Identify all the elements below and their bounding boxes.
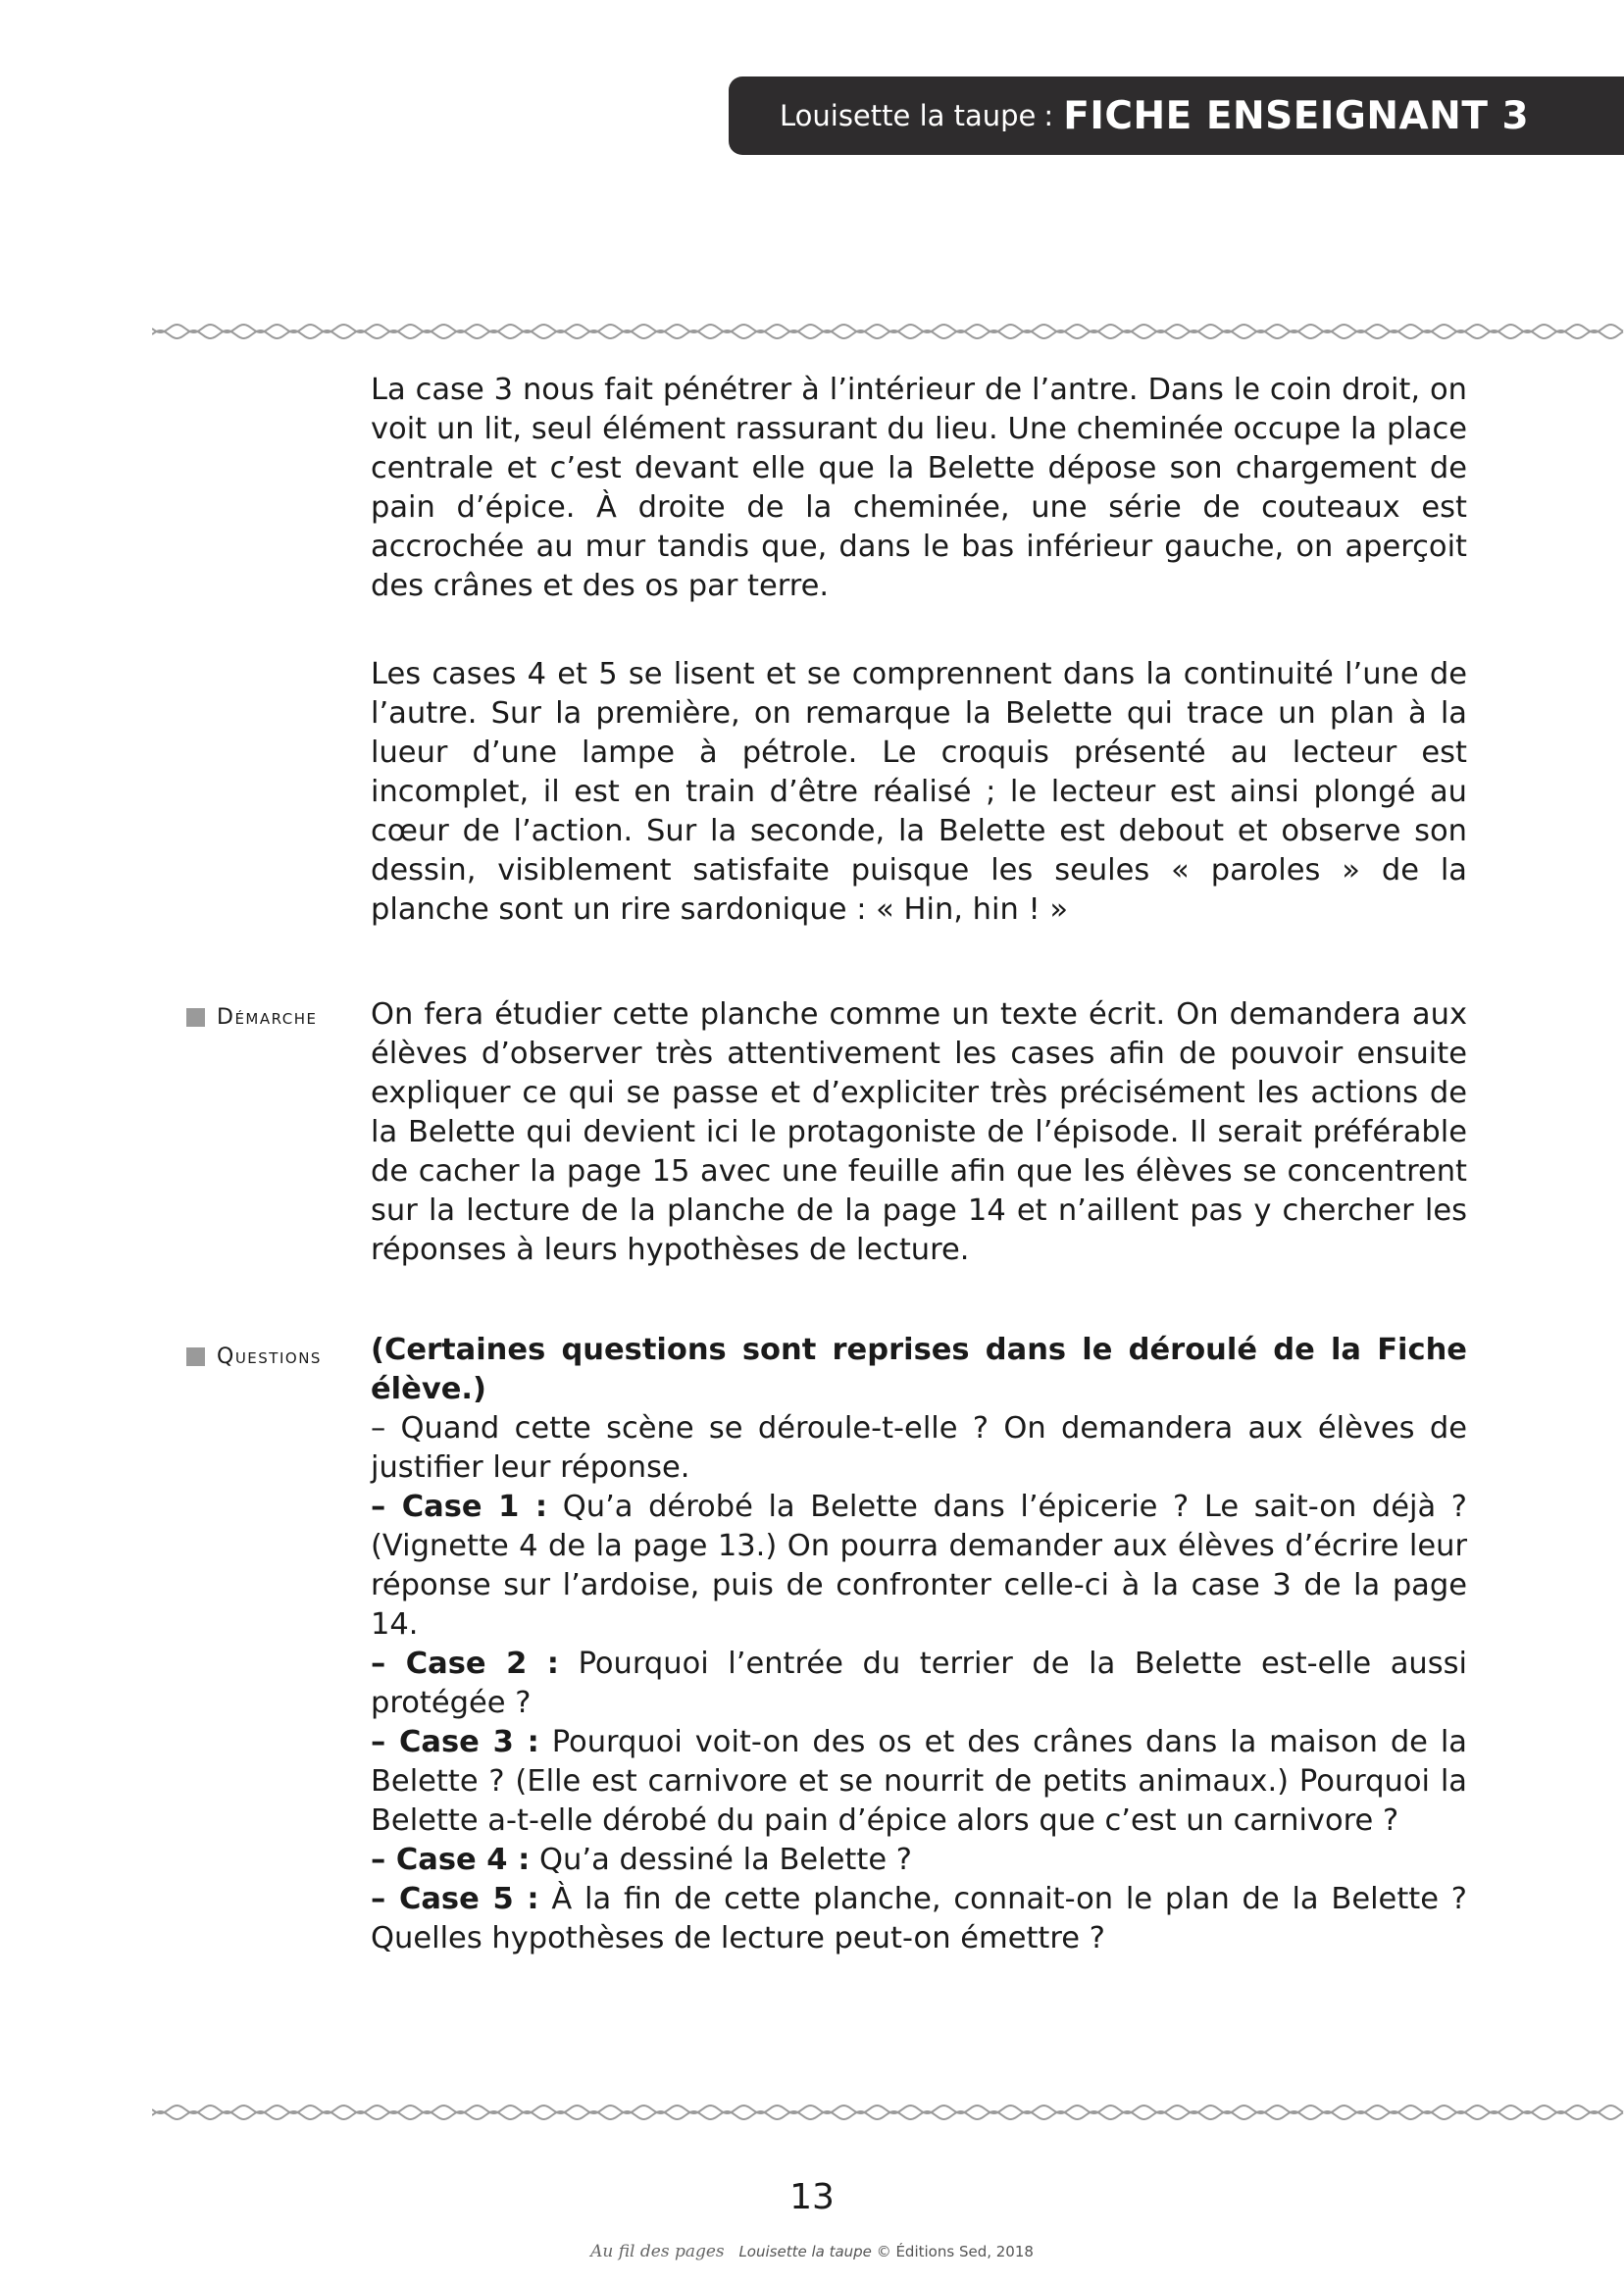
case-label: – Case 5 :: [371, 1882, 539, 1916]
questions-label: [186, 1345, 322, 1369]
question-general: – Quand cette scène se déroule-t-elle ? On demandera aux élèves de justifier leur réponse.: [371, 1411, 1467, 1485]
case-text: Pourquoi voit-on des os et des crânes dans la maison de la Belette ? (Elle est carnivore et se nourrit de petits animaux.) Pourquoi la Belette a-t-elle dérobé du pain d’épice alors que c’est un carnivore ?: [371, 1725, 1467, 1838]
footer-book-title: Louisette la taupe: [738, 2243, 872, 2260]
case-label: – Case 4 :: [371, 1843, 531, 1877]
wave-line: [152, 2106, 1623, 2113]
header-separator: :: [1043, 99, 1054, 132]
question-case-3: [371, 1723, 1467, 1841]
questions-label-text: Questions: [217, 1345, 322, 1369]
questions-block: [371, 1331, 1467, 1958]
wavy-divider-bottom: [152, 2101, 1624, 2124]
wavy-divider-top: [152, 320, 1624, 343]
question-case-5: [371, 1880, 1467, 1958]
header-title: FICHE ENSEIGNANT 3: [1063, 93, 1530, 138]
wave-line: [152, 330, 1623, 338]
case-text: Pourquoi l’entrée du terrier de la Belette est-elle aussi protégée ?: [371, 1647, 1467, 1720]
demarche-text: On fera étudier cette planche comme un texte écrit. On demandera aux élèves d’observer très attentivement les cases afin de pouvoir ensuite expliquer ce qui se passe et d’expliciter très précisément les actions de la Belette qui devient ici le protagoniste de l’épisode. Il serait préférable de cacher la page 15 avec une feuille afin que les élèves se concentrent sur la lecture de la planche de la page 14 et n’aillent pas y chercher les réponses à leurs hypothèses de lecture.: [371, 997, 1467, 1267]
case-text: Qu’a dessiné la Belette ?: [530, 1843, 912, 1877]
case-label: – Case 3 :: [371, 1725, 539, 1759]
square-bullet-icon: [186, 1008, 205, 1027]
case-label: – Case 2 :: [371, 1647, 559, 1681]
case-text: Qu’a dérobé la Belette dans l’épicerie ? Le sait-on déjà ? (Vignette 4 de la page 13.) On pourra demander aux élèves d’écrire leur réponse sur l’ardoise, puis de confronter celle-ci à la case 3 de la page 14.: [371, 1490, 1467, 1642]
paragraph-cases-4-5: Les cases 4 et 5 se lisent et se comprennent dans la continuité l’une de l’autre. Sur la première, on remarque la Belette qui trace un plan à la lueur d’une lampe à pétrole. Le croquis présenté au lecteur est incomplet, il est en train d’être réalisé ; le lecteur est ainsi plongé au cœur de l’action. Sur la seconde, la Belette est debout et observe son dessin, visiblement satisfaite puisque les seules « paroles » de la planche sont un rire sardonique : « Hin, hin ! »: [371, 657, 1467, 927]
square-bullet-icon: [186, 1347, 205, 1366]
case-text: À la fin de cette planche, connait-on le plan de la Belette ? Quelles hypothèses de lecture peut-on émettre ?: [371, 1882, 1467, 1955]
demarche-label: [186, 1005, 318, 1030]
footer-credits: [0, 2242, 1624, 2261]
header-banner: [729, 76, 1624, 155]
paragraph-case-3: La case 3 nous fait pénétrer à l’intérieur de l’antre. Dans le coin droit, on voit un lit, seul élément rassurant du lieu. Une cheminée occupe la place centrale et c’est devant elle que la Belette dépose son chargement de pain d’épice. À droite de la cheminée, une série de couteaux est accrochée au mur tandis que, dans le bas inférieur gauche, on aperçoit des crânes et des os par terre.: [371, 373, 1467, 603]
demarche-label-text: Démarche: [217, 1005, 318, 1030]
footer-series-name: Au fil des pages: [590, 2242, 725, 2261]
question-case-1: [371, 1488, 1467, 1645]
question-case-4: [371, 1841, 1467, 1880]
wave-line: [152, 2111, 1623, 2119]
footer-copyright: © Éditions Sed, 2018: [876, 2243, 1034, 2260]
wave-line: [152, 325, 1623, 332]
question-case-2: [371, 1645, 1467, 1723]
questions-intro: (Certaines questions sont reprises dans le déroulé de la Fiche élève.): [371, 1333, 1467, 1406]
case-label: – Case 1 :: [371, 1490, 548, 1524]
page-number: 13: [789, 2177, 835, 2217]
header-subtitle: Louisette la taupe: [780, 99, 1037, 132]
